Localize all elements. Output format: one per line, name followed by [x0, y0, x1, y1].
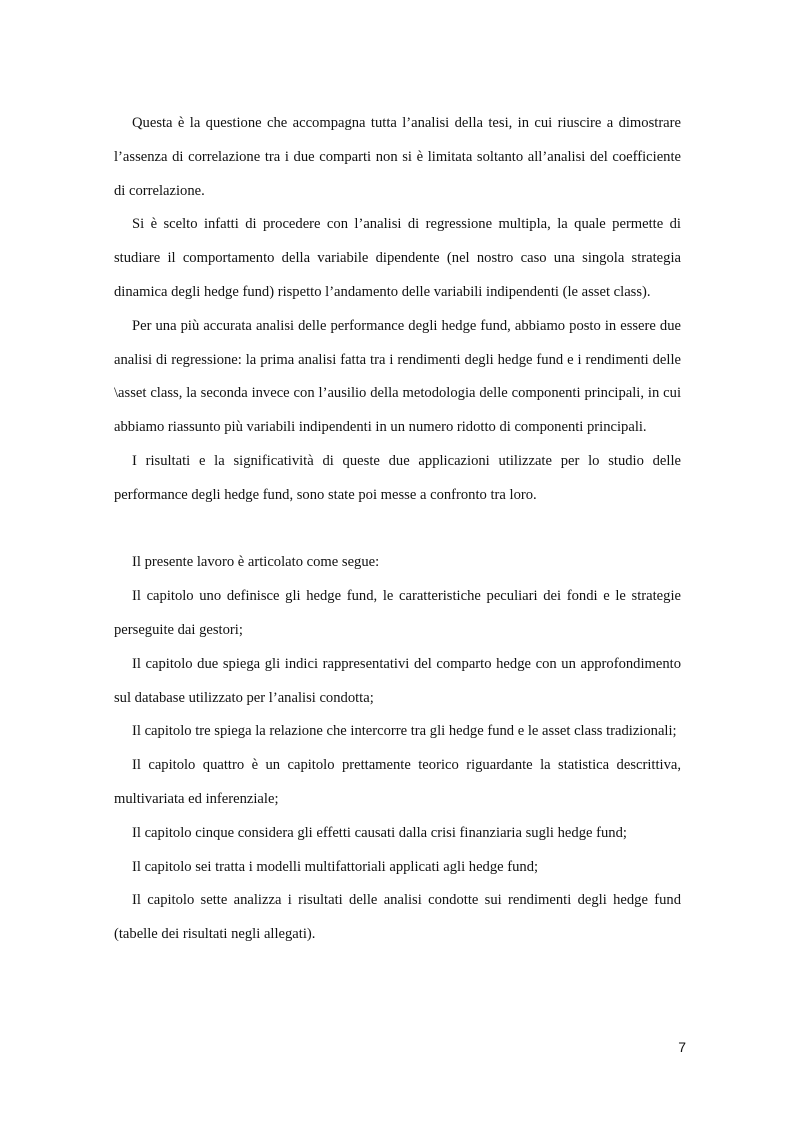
page-body — [114, 107, 681, 952]
paragraph-results-comparison: I risultati e la significatività di queste due applicazioni utilizzate per lo studio delle performance degli hedge fund, sono state poi messe a confronto tra loro. — [114, 452, 681, 503]
paragraph-chapter-five: Il capitolo cinque considera gli effetti causati dalla crisi finanziaria sugli hedge fund; — [132, 824, 627, 841]
paragraph-chapter-three: Il capitolo tre spiega la relazione che intercorre tra gli hedge fund e le asset class tradizionali; — [132, 723, 677, 740]
paragraph-chapter-two: Il capitolo due spiega gli indici rappresentativi del comparto hedge con un approfondimento sul database utilizzato per l’analisi condotta; — [114, 655, 681, 706]
page-number: 7 — [678, 1039, 686, 1055]
paragraph-spacer — [114, 513, 681, 547]
paragraph-thesis-question: Questa è la questione che accompagna tutta l’analisi della tesi, in cui riuscire a dimostrare l’assenza di correlazione tra i due comparti non si è limitata soltanto all’analisi del coefficiente di correlazione. — [114, 115, 681, 199]
paragraph-chapter-four: Il capitolo quattro è un capitolo prettamente teorico riguardante la statistica descrittiva, multivariata ed inferenziale; — [114, 757, 681, 807]
paragraph-outline-intro: Il presente lavoro è articolato come segue: — [132, 554, 380, 571]
paragraph-regression-analyses: Per una più accurata analisi delle performance degli hedge fund, abbiamo posto in essere due analisi di regressione: la prima analisi fatta tra i rendimenti degli hedge fund e i rendimenti delle \asset class, la seconda invece con l’ausilio della metodologia delle componenti principali, in cui abbiamo riassunto più variabili indipendenti in un numero ridotto di componenti principali. — [114, 317, 681, 436]
paragraph-chapter-one: Il capitolo uno definisce gli hedge fund, le caratteristiche peculiari dei fondi e le strategie perseguite dai gestori; — [114, 588, 681, 638]
paragraph-chapter-seven: Il capitolo sette analizza i risultati delle analisi condotte sui rendimenti degli hedge fund (tabelle dei risultati negli allegati). — [114, 892, 681, 943]
paragraph-chapter-six: Il capitolo sei tratta i modelli multifattoriali applicati agli hedge fund; — [132, 858, 539, 875]
paragraph-regression-method: Si è scelto infatti di procedere con l’analisi di regressione multipla, la quale permette di studiare il comportamento della variabile dipendente (nel nostro caso una singola strategia dinamica degli hedge fund) rispetto l’andamento delle variabili indipendenti (le asset class). — [114, 216, 681, 300]
